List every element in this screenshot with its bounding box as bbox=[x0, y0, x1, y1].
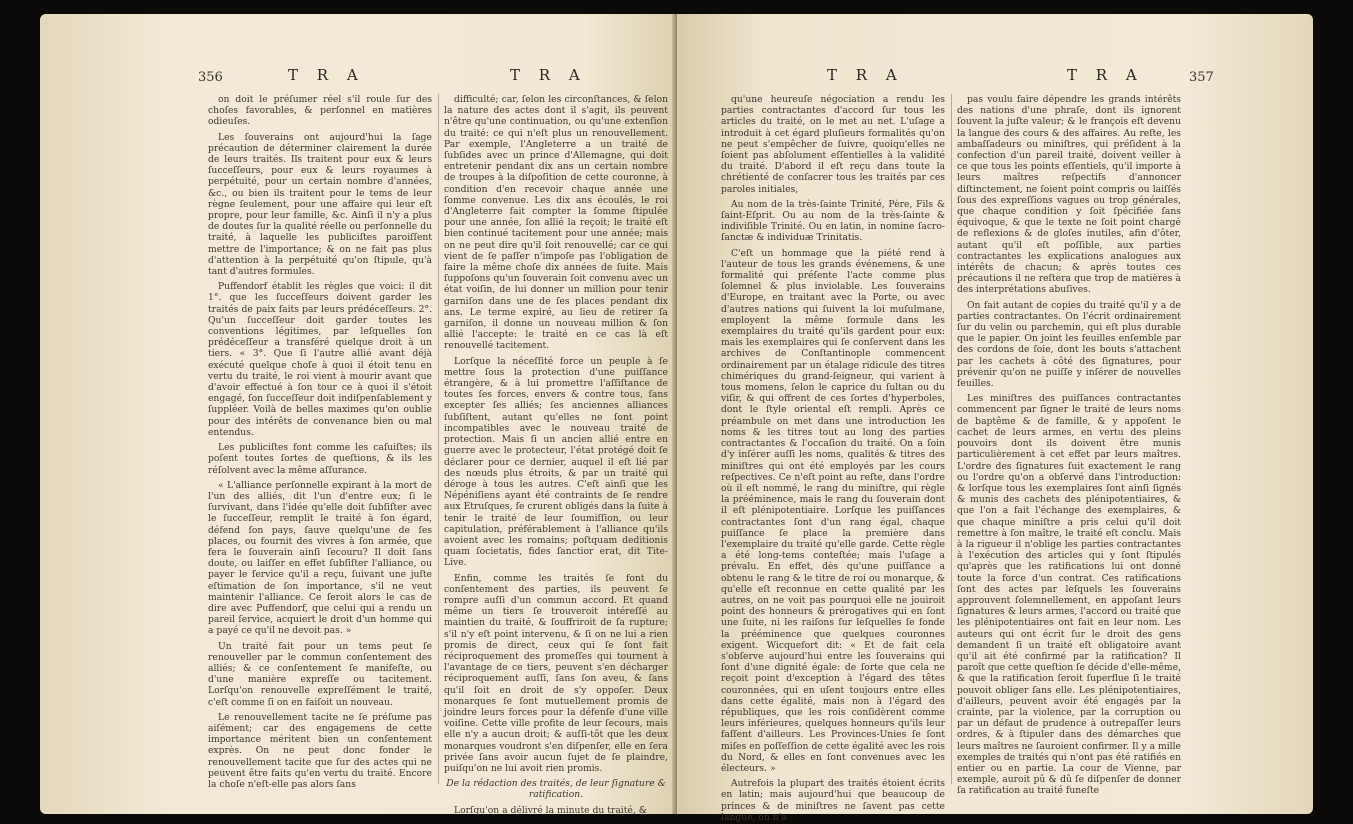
paragraph: « L'alliance perſonnelle expirant à la mort de l'un des alliés, dit l'un d'entre eux; ſi le ſurvivant, dans l'idée qu'elle doit ſubſiſter avec le ſucceſſeur, remplit le traité à ſon égard, défend ſon pays, ſauve quelqu'une de ſes places, ou fournit des vivres à ſon armée, que fera le ſouverain ainſi ſecouru? Il doit ſans doute, ou laiſſer en effet ſubſiſter l'alliance, ou payer le ſervice qu'il a reçu, ſuivant une juſte eſtimation de ſon importance, s'il ne veut maintenir l'alliance. Ce ſeroit alors le cas de dire avec Puffendorf, que celui qui a rendu un pareil ſervice, acquiert le droit d'un homme qui a payé ce qu'il ne devoit pas. » bbox=[208, 479, 432, 637]
paragraph: Enfin, comme les traités ſe font du conſentement des parties, ils peuvent ſe rompre auſſi d'un commun accord. Et quand même un tiers ſe trouveroit intéreſſé au maintien du traité, & ſouffriroit de ſa rupture; s'il n'y eſt point intervenu, & ſi on ne lui a rien promis de direct, ceux qui ſe ſont fait réciproquement des promeſſes qui tournent à l'avantage de ce tiers, peuvent s'en décharger réciproquement auſſi, ſans ſon aveu, & ſans qu'il ſoit en droit de s'y oppoſer. Deux monarques ſe ſont mutuellement promis de joindre leurs forces pour la défenſe d'une ville voiſine. Cette ville profite de leur ſecours, mais elle n'y a aucun droit; & auſſi-tôt que les deux monarques voudront s'en diſpenſer, elle en ſera privée ſans avoir aucun ſujet de ſe plaindre, puiſqu'on ne lui avoit rien promis. bbox=[444, 572, 668, 774]
running-head: T R A bbox=[288, 66, 365, 84]
paragraph: Les miniſtres des puiſſances contractantes commencent par ſigner le traité de leurs noms de baptême & de famille, & y appoſent le cachet de leurs armes, en vertu des pleins pouvoirs dont ils doivent être munis particulièrement à cet effet par leurs maîtres. L'ordre des ſignatures ſuit exactement le rang ou l'ordre qu'on a obſervé dans l'introduction: & lorſque tous les exemplaires ſont ainſi ſignés & munis des cachets des plénipotentiaires, & que l'on a fait l'échange des exemplaires, & que chaque miniſtre a pris celui qu'il doit remettre à ſon maître, le traité eſt conclu. Mais à la rigueur il n'oblige les parties contractantes à l'exécution des articles qui y ſont ſtipulés qu'après que les ratifications lui ont donné toute la force d'un contrat. Ces ratifications ſont des actes par leſquels les ſouverains approuvent ſolemnellement, en appoſant leurs ſignatures & leurs armes, l'accord ou traité que les plénipotentiaires ont fait en leur nom. Les auteurs qui ont écrit ſur le droit des gens demandent ſi un traité eſt obligatoire avant qu'il ait été confirmé par la ratification? Il paroît que cette queſtion ſe décide d'elle-même, & que la ratification ſeroit ſuperflue ſi le traité pouvoit obliger ſans elle. Les plénipotentiaires, d'ailleurs, peuvent avoir été engagés par la crainte, par la violence, par la corruption ou par un défaut de prudence à outrepaſſer leurs ordres, & à ſtipuler dans des démarches que leurs maîtres ne ſauroient confirmer. Il y a mille exemples de traités qui n'ont pas été ratifiés en entier ou en partie. La cour de Vienne, par exemple, auroit pû & dû ſe diſpenſer de donner ſa ratification au traité funeſte bbox=[957, 393, 1181, 797]
paragraph: Le renouvellement tacite ne ſe préſume pas aiſément; car des engagemens de cette importance méritent bien un conſentement exprès. On ne peut donc fonder le renouvellement tacite que ſur des actes qui ne peuvent être faits qu'en vertu du traité. Encore la choſe n'eſt-elle pas alors ſans bbox=[208, 711, 432, 790]
text-column bbox=[721, 94, 945, 823]
column-rule bbox=[438, 94, 439, 784]
paragraph: on doit le préſumer réel s'il roule ſur des choſes favorables, & perſonnel en matières odieuſes. bbox=[208, 94, 432, 128]
paragraph: Autrefois la plupart des traités étoient écrits en latin; mais aujourd'hui que beaucoup de princes & de miniſtres ne ſavent pas cette langue, on n'a bbox=[721, 778, 945, 823]
running-head: T R A bbox=[1067, 66, 1144, 84]
running-head: T R A bbox=[827, 66, 904, 84]
paragraph: pas voulu faire dépendre les grands intérêts des nations d'une phraſe, dont ils ignorent ſouvent la juſte valeur; & le françois eſt devenu la langue des cours & des affaires. Au reſte, les ambaſſadeurs ou miniſtres, qui préſident à la confection d'un pareil traité, doivent veiller à ce que tous les points eſſentiels, qu'il importe à leurs maîtres reſpectifs d'annoncer diſtinctement, ne ſoient point compris ou laiſſés ſous des expreſſions vagues ou trop générales, que chaque condition y ſoit ſpécifiée ſans équivoque, & que le texte ne ſoit point chargé de reflexions & de gloſes inutiles, afin d'ôter, autant qu'il eſt poſſible, aux parties contractantes les explications analogues aux intérêts de chacun; & après toutes ces précautions il ne reſtera que trop de matières à des interprétations abuſives. bbox=[957, 94, 1181, 296]
paragraph: On fait autant de copies du traité qu'il y a de parties contractantes. On l'écrit ordinairement ſur du velin ou parchemin, qui eſt plus durable que le papier. On joint les feuilles enſemble par des cordons de ſoie, dont les bouts s'attachent par les cachets à côté des ſignatures, pour prévenir qu'on ne puiſſe y inſérer de nouvelles feuilles. bbox=[957, 299, 1181, 390]
paragraph: Un traité fait pour un tems peut ſe renouveller par le commun conſentement des alliés; & ce conſentement ſe manifeſte, ou d'une manière expreſſe ou tacitement. Lorſqu'on renouvelle expreſſément le traité, c'eſt comme ſi on en faiſoit un nouveau. bbox=[208, 640, 432, 708]
paragraph: Lorſqu'on a délivré la minute du traité, & bbox=[454, 804, 647, 816]
paragraph: Lorſque la néceſſité force un peuple à ſe mettre ſous la protection d'une puiſſance étrangère, & à lui promettre l'aſſiſtance de toutes ſes forces, envers & contre tous, ſans excepter ſes alliés; ſes anciennes alliances ſubſiſtent, autant qu'elles ne ſont point incompatibles avec le nouveau traité de protection. Mais ſi un ancien allié entre en guerre avec le protecteur, l'état protégé doit ſe déclarer pour ce dernier, auquel il eſt lié par des nœuds plus étroits, & par un traité qui déroge à tous les autres. C'eſt ainſi que les Népéniſiens ayant été contraints de ſe rendre aux Etruſques, ſe crurent obligés dans la ſuite à tenir le traité de leur ſoumiſſion, ou leur capitulation, préférablement à l'alliance qu'ils avoient avec les romains; poſtquam deditionis quam ſocietatis, fides ſanctior erat, dit Tite-Live. bbox=[444, 355, 668, 569]
paragraph: Au nom de la très-ſainte Trinité, Père, Fils & ſaint-Eſprit. Ou au nom de la très-ſainte & indiviſible Trinité. Ou en latin, in nomine ſacro-ſanctæ & individuæ Trinitatis. bbox=[721, 198, 945, 244]
text-column bbox=[208, 94, 432, 794]
page-number: 357 bbox=[1189, 70, 1214, 85]
column-rule bbox=[951, 94, 952, 784]
paragraph: Puffendorf établit les règles que voici: il dit 1°. que les ſucceſſeurs doivent garder les traités de paix faits par leurs prédéceſſeurs. 2°. Qu'un ſucceſſeur doit garder toutes les conventions légitimes, par leſquelles ſon prédéceſſeur a transféré quelque droit à un tiers. « 3°. Que ſi l'autre allié avant déjà exécuté quelque choſe à quoi il étoit tenu en vertu du traité, le roi vient à mourir avant que d'avoir effectué à ſon tour ce à quoi il s'étoit engagé, ſon ſucceſſeur doit indiſpenſablement y ſuppléer. Voilà de belles maximes qu'on oublie pour des intérêts de convenance bien ou mal entendus. bbox=[208, 281, 432, 438]
page-number: 356 bbox=[198, 70, 223, 85]
text-column bbox=[957, 94, 1181, 797]
paragraph: De la rédaction des traités, de leur ſignature & ratification. bbox=[446, 778, 666, 801]
paragraph: C'eſt un hommage que la piété rend à l'auteur de tous les grands événemens, & une formalité qui préſente l'acte comme plus ſolemnel & plus inviolable. Les ſouverains d'Europe, en traitant avec la Porte, ou avec d'autres nations qui ſuivent la loi muſulmane, employent la même formule dans les exemplaires du traité qu'ils gardent pour eux: mais les exemplaires qui ſe conſervent dans les archives de Conſtantinople commencent ordinairement par un étalage ridicule des titres chimériques du grand-ſeigneur, qui varient à tous momens, ſelon le caprice du ſultan ou du viſir, & qui offrent de ces ſortes d'hyperboles, dont le ſtyle oriental eſt rempli. Après ce préambule on met dans une introduction les noms & les titres tout au long des parties contractantes & l'occaſion du traité. On a ſoin d'y inſérer auſſi les noms, qualités & titres des miniſtres qui ont été employés par les cours reſpectives. Ce n'eſt point au reſte, dans l'ordre où il eſt nommé, le rang du miniſtre, qui règle la prééminence, mais le rang du ſouverain dont il eſt plénipotentiaire. Lorſque les puiſſances contractantes ſont d'un rang égal, chaque puiſſance ſe place la première dans l'exemplaire du traité qu'elle garde. Cette règle a été long-tems conteſtée; mais l'uſage a prévalu. En effet, dès qu'une puiſſance a obtenu le rang & le titre de roi ou monarque, & qu'elle eſt reconnue en cette qualité par les autres, on ne voit pas pourquoi elle ne jouiroit point des honneurs & prérogatives qui en ſont une ſuite, ni les raiſons ſur leſquelles ſe fonde la prééminence que quelques couronnes exigent. Wicquefort dit: « Et de fait cela s'obſerve aujourd'hui entre les ſouverains qui ſont d'une dignité égale: de ſorte que cela ne reçoit point d'exception à l'égard des têtes couronnées, qui en uſent toujours entre elles dans cette égalité, mais non à l'égard des républiques, que les rois conſidèrent comme leurs inférieures, quelques honneurs qu'ils leur faſſent d'ailleurs. Les Provinces-Unies ſe ſont miſes en poſſeſſion de cette égalité avec les rois du Nord, & elles en ſont convenues avec les électeurs. » bbox=[721, 247, 945, 774]
text-column bbox=[444, 94, 668, 816]
paragraph: Les publiciſtes font comme les caſuiſtes; ils poſent toutes ſortes de queſtions, & ils les réſolvent avec la même aſſurance. bbox=[208, 442, 432, 476]
paragraph: difficulté; car, ſelon les circonſtances, & ſelon la nature des actes dont il s'agit, ils peuvent n'être qu'une continuation, ou qu'une extenſion du traité: ce qui n'eſt plus un renouvellement. Par exemple, l'Angleterre a un traité de ſubſides avec un prince d'Allemagne, qui doit entretenir pendant dix ans un certain nombre de troupes à la diſpoſition de cette couronne, à condition d'en recevoir chaque année une ſomme convenue. Les dix ans écoulés, le roi d'Angleterre fait compter la ſomme ſtipulée pour une année, ſon allié la reçoit; le traité eſt bien continué tacitement pour une année; mais on ne peut dire qu'il ſoit renouvellé; car ce qui vient de ſe paſſer n'impoſe pas l'obligation de faire la même choſe dix années de ſuite. Mais ſuppoſons qu'un ſouverain ſoit convenu avec un état voiſin, de lui donner un million pour tenir garniſon dans une de ſes places pendant dix ans. Le terme expiré, au lieu de retirer ſa garniſon, il donne un nouveau million & ſon allié l'accepte: le traité en ce cas là eſt renouvellé tacitement. bbox=[444, 94, 668, 352]
left-page bbox=[40, 14, 676, 814]
paragraph: qu'une heureuſe négociation a rendu les parties contractantes d'accord ſur tous les articles du traité, on le met au net. L'uſage a introduit à cet égard pluſieurs formalités qu'on ne peut s'empêcher de ſuivre, quoiqu'elles ne ſoient pas abſolument eſſentielles à la validité du traité. D'abord il eſt reçu dans toute la chrétienté de conſacrer tous les traités par ces paroles initiales, bbox=[721, 94, 945, 195]
paragraph: Les ſouverains ont aujourd'hui la ſage précaution de déterminer clairement la durée de leurs traités. Ils traitent pour eux & leurs ſucceſſeurs, pour eux & leurs royaumes à perpétuité, pour un certain nombre d'années, &c., ou bien ils traitent pour le tems de leur règne ſeulement, pour une affaire qui leur eſt propre, pour leur famille, &c. Ainſi il n'y a plus de doutes ſur la qualité réelle ou perſonnelle du traité, à laquelle les publiciſtes paroiſſent mettre de l'importance; & on ne fait pas plus d'attention à la perpétuité qu'on ſtipule, qu'à tant d'autres formules. bbox=[208, 131, 432, 278]
right-page bbox=[677, 14, 1313, 823]
running-head: T R A bbox=[510, 66, 587, 84]
book-spread bbox=[40, 14, 1313, 823]
